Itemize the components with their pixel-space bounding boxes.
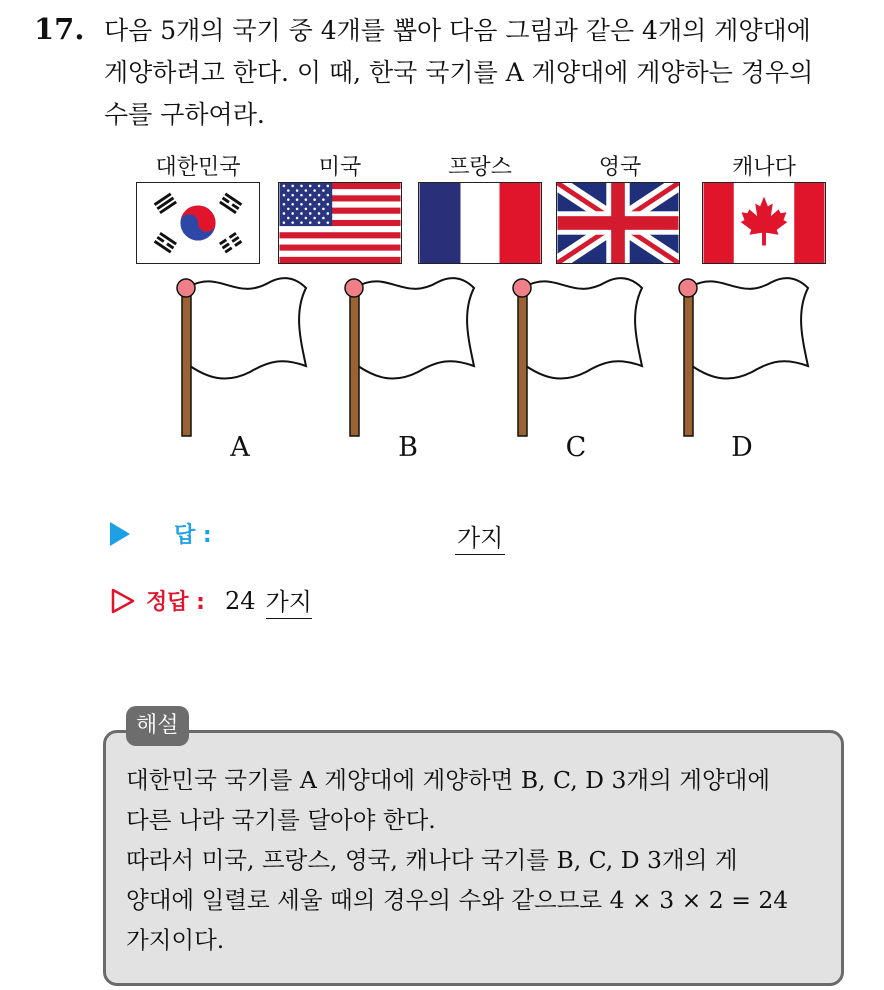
- uk-flag-icon: [556, 182, 680, 264]
- explanation-line: 대한민국 국기를 A 게양대에 게양하면 B, C, D 3개의 게양대에: [126, 766, 771, 794]
- flag-label-canada: 캐나다: [732, 155, 796, 180]
- question-line: 게양하려고 한다. 이 때, 한국 국기를 A 게양대에 게양하는 경우의: [104, 58, 814, 87]
- question-line: 수를 구하여라.: [104, 100, 265, 129]
- explanation-text: [126, 760, 826, 960]
- explanation-line: 다른 나라 국기를 달아야 한다.: [126, 806, 436, 834]
- flagpole-a: [166, 272, 316, 440]
- question-line: 다음 5개의 국기 중 4개를 뽑아 다음 그림과 같은 4개의 게양대에: [104, 16, 811, 45]
- france-flag-icon: [418, 182, 542, 264]
- flag-label-usa: 미국: [318, 155, 362, 180]
- flagpole-d: [668, 272, 818, 440]
- answer-row: [110, 518, 212, 549]
- korea-flag-icon: [136, 182, 260, 264]
- answer-label: 답 :: [174, 523, 212, 548]
- flagpole-b: [334, 272, 484, 440]
- flag-label-france: 프랑스: [448, 155, 512, 180]
- answer-unit: 가지: [457, 524, 504, 552]
- triangle-filled-icon: [110, 522, 130, 546]
- question-text: [104, 10, 864, 136]
- triangle-outline-icon: [110, 588, 136, 614]
- flag-label-korea: 대한민국: [155, 155, 241, 180]
- correct-answer-row: [110, 582, 312, 619]
- canada-flag-icon: [702, 182, 826, 264]
- pole-label-c: C: [565, 432, 587, 463]
- answer-blank[interactable]: [455, 518, 505, 555]
- correct-unit: 가지: [266, 582, 312, 619]
- flagpole-c: [502, 272, 652, 440]
- explanation-line: 양대에 일렬로 세울 때의 경우의 수와 같으므로 4 × 3 × 2 = 24: [126, 886, 789, 914]
- explanation-line: 따라서 미국, 프랑스, 영국, 캐나다 국기를 B, C, D 3개의 게: [126, 846, 738, 874]
- pole-label-a: A: [230, 432, 250, 463]
- correct-label: 정답 :: [146, 590, 205, 615]
- usa-flag-icon: [278, 182, 402, 264]
- correct-value: 24: [224, 586, 256, 615]
- pole-label-b: B: [398, 432, 418, 463]
- explanation-tag: 해설: [126, 706, 189, 746]
- explanation-line: 가지이다.: [126, 926, 225, 954]
- question-number: 17.: [34, 12, 85, 46]
- flag-label-uk: 영국: [598, 155, 642, 180]
- pole-label-d: D: [731, 432, 753, 463]
